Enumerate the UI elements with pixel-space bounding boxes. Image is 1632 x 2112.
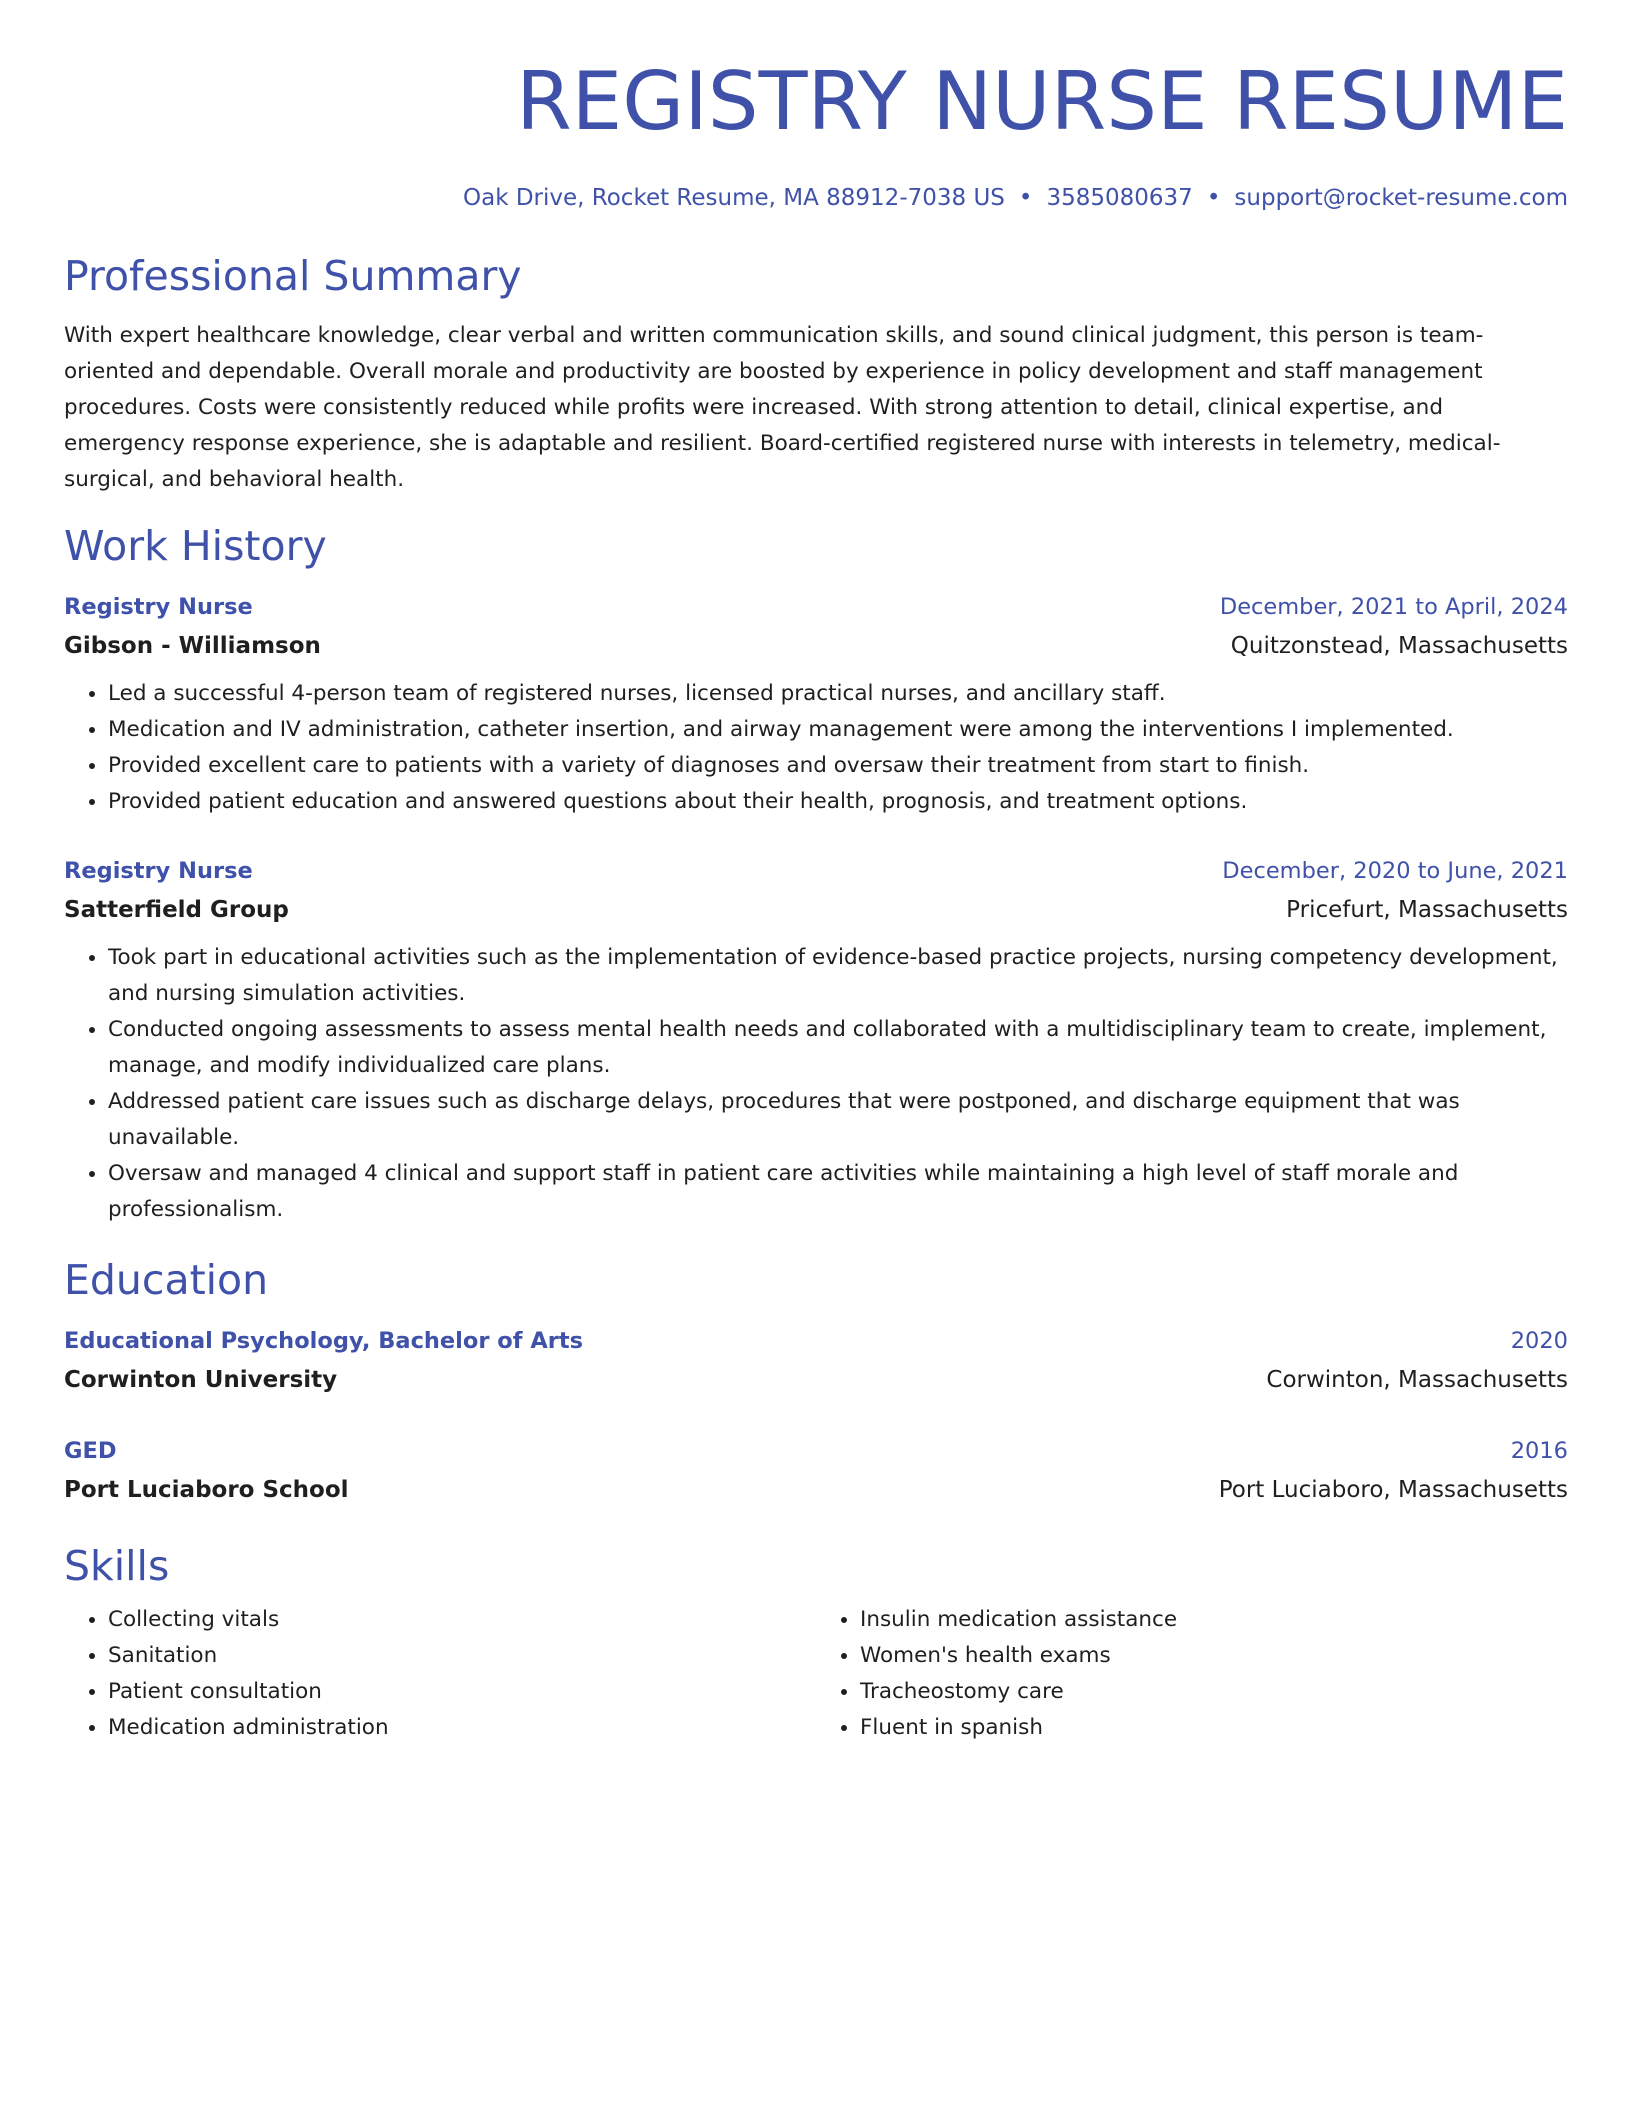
education-entry [64,1322,1568,1400]
education-heading: Education [64,1256,269,1304]
resume-title: REGISTRY NURSE RESUME [516,55,1568,148]
job-company-row [64,626,1568,666]
job-company-row [64,890,1568,930]
summary-heading: Professional Summary [64,252,522,300]
job-dates: December, 2021 to April, 2024 [1219,594,1568,620]
skill-item: • Women's health exams [860,1638,1568,1674]
skill-item: • Patient consultation [108,1674,816,1710]
skills-heading: Skills [64,1542,170,1590]
skill-item: • Collecting vitals [108,1602,816,1638]
job-bullet: • Provided excellent care to patients with a variety of diagnoses and oversaw their treatment from start to finish. [108,748,1568,784]
contact-address: Oak Drive, Rocket Resume, MA 88912-7038 US [463,185,1005,211]
contact-email: support@rocket-resume.com [1234,185,1568,211]
contact-separator: • [1206,185,1221,211]
contact-separator: • [1018,185,1033,211]
degree-name: GED [64,1438,117,1464]
education-entry [64,1432,1568,1510]
school-name: Corwinton University [64,1367,338,1393]
job-bullet: • Conducted ongoing assessments to assess mental health needs and collaborated with a multidisciplinary team to create, implement, manage, and modify individualized care plans. [108,1012,1568,1084]
school-location: Corwinton, Massachusetts [1266,1367,1568,1393]
job-title-row [64,588,1568,626]
job-bullet: • Oversaw and managed 4 clinical and support staff in patient care activities while maintaining a high level of staff morale and professionalism. [108,1156,1568,1228]
degree-year: 2020 [1510,1328,1568,1354]
contact-phone: 3585080637 [1046,185,1193,211]
job-entry [64,852,1568,1228]
job-dates: December, 2020 to June, 2021 [1222,858,1568,884]
skill-item: • Sanitation [108,1638,816,1674]
skill-item: • Fluent in spanish [860,1710,1568,1746]
school-name: Port Luciaboro School [64,1477,349,1503]
job-bullet: • Medication and IV administration, catheter insertion, and airway management were among the interventions I implemented. [108,712,1568,748]
skill-item: • Insulin medication assistance [860,1602,1568,1638]
skill-item: • Medication administration [108,1710,816,1746]
job-location: Pricefurt, Massachusetts [1286,897,1568,923]
job-title-row [64,852,1568,890]
job-bullets [64,940,1568,1228]
job-company: Satterfield Group [64,897,289,923]
job-bullet: • Took part in educational activities such as the implementation of evidence-based practice projects, nursing competency development, and nursing simulation activities. [108,940,1568,1012]
degree-year: 2016 [1510,1438,1568,1464]
degree-name: Educational Psychology, Bachelor of Arts [64,1328,584,1354]
skill-item: • Tracheostomy care [860,1674,1568,1710]
skills-column-left [64,1602,816,1746]
degree-row [64,1432,1568,1470]
school-row [64,1360,1568,1400]
job-bullet: • Addressed patient care issues such as discharge delays, procedures that were postponed, and discharge equipment that was unavailable. [108,1084,1568,1156]
degree-row [64,1322,1568,1360]
school-row [64,1470,1568,1510]
school-location: Port Luciaboro, Massachusetts [1218,1477,1568,1503]
job-entry [64,588,1568,820]
job-bullet: • Provided patient education and answered questions about their health, prognosis, and treatment options. [108,784,1568,820]
contact-line [64,182,1568,214]
job-bullet: • Led a successful 4-person team of registered nurses, licensed practical nurses, and ancillary staff. [108,676,1568,712]
work-history-heading: Work History [64,522,327,570]
skills-column-right [816,1602,1568,1746]
job-bullets [64,676,1568,820]
skills-grid [64,1602,1568,1746]
job-company: Gibson - Williamson [64,633,321,659]
job-title: Registry Nurse [64,858,253,884]
job-location: Quitzonstead, Massachusetts [1230,633,1568,659]
summary-text: With expert healthcare knowledge, clear verbal and written communication skills, and sound clinical judgment, this person is team-oriented and dependable. Overall morale and productivity are boosted by experience in policy development and staff management procedures. Costs were consistently reduced while profits were increased. With strong attention to detail, clinical expertise, and emergency response experience, she is adaptable and resilient. Board-certified registered nurse with interests in telemetry, medical-surgical, and behavioral health. [64,323,1501,492]
job-title: Registry Nurse [64,594,253,620]
